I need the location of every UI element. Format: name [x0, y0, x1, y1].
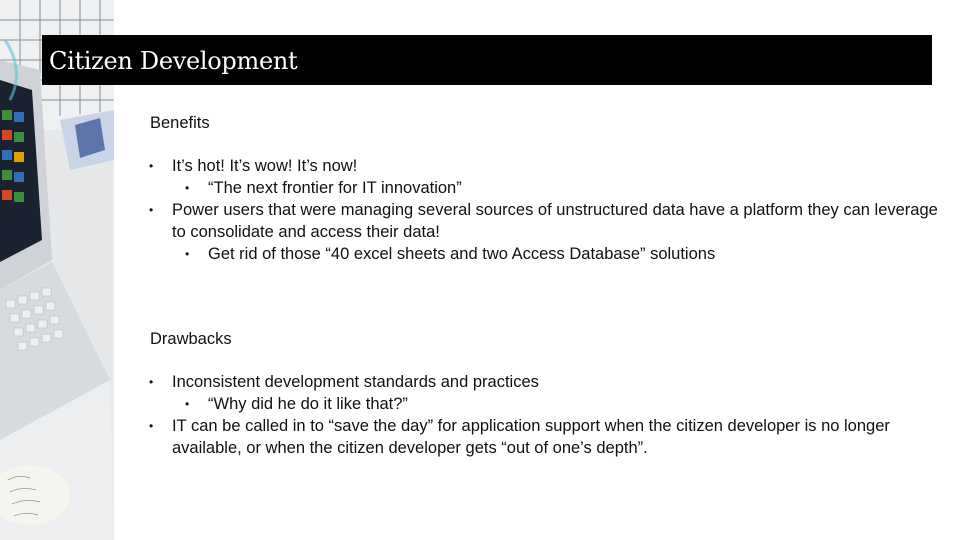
list-item-text: IT can be called in to “save the day” for application support when the citizen developer is no longer available, or when the citizen developer gets “out of one’s depth”.: [172, 417, 890, 457]
list-item: [150, 371, 940, 393]
list-sub-item-text: “Why did he do it like that?”: [208, 395, 408, 413]
list-sub-item: [150, 243, 940, 265]
list-item: [150, 155, 940, 177]
bullet-icon: •: [185, 181, 190, 195]
slide-title: Citizen Development: [49, 47, 298, 75]
list-item-text: Power users that were managing several sources of unstructured data have a platform they can leverage to consolidate and access their data!: [172, 201, 938, 241]
bullet-icon: •: [149, 159, 154, 173]
title-bar: [42, 35, 932, 85]
drawbacks-section: [150, 328, 940, 459]
list-sub-item: [150, 393, 940, 415]
list-sub-item-text: “The next frontier for IT innovation”: [208, 179, 462, 197]
list-item: [150, 199, 940, 243]
benefits-list: [150, 155, 940, 265]
bullet-icon: •: [149, 419, 154, 433]
bullet-icon: •: [149, 203, 154, 217]
list-sub-item: [150, 177, 940, 199]
list-item: [150, 415, 940, 459]
list-item-text: It’s hot! It’s wow! It’s now!: [172, 157, 358, 175]
bullet-icon: •: [149, 375, 154, 389]
benefits-heading: Benefits: [150, 114, 210, 132]
list-item-text: Inconsistent development standards and practices: [172, 373, 539, 391]
benefits-section: [150, 112, 940, 265]
drawbacks-list: [150, 371, 940, 459]
bullet-icon: •: [185, 397, 190, 411]
list-sub-item-text: Get rid of those “40 excel sheets and two Access Database” solutions: [208, 245, 716, 263]
bullet-icon: •: [185, 247, 190, 261]
drawbacks-heading: Drawbacks: [150, 330, 232, 348]
